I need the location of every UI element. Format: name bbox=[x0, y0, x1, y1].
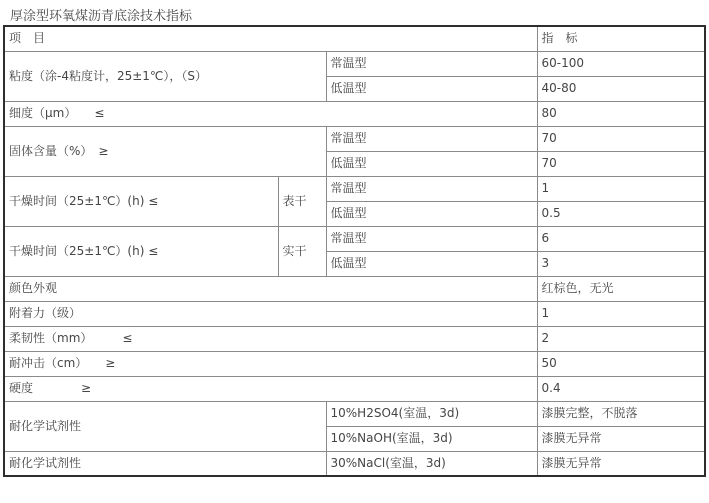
drying-hard-type-cell: 实干 bbox=[278, 226, 326, 276]
page-title: 厚涂型环氧煤沥青底涂技术指标 bbox=[10, 9, 193, 24]
chemical-resistance-2-label-cell: 耐化学试剂性 bbox=[4, 451, 326, 476]
table-row bbox=[4, 176, 705, 201]
table-row bbox=[4, 101, 705, 126]
impact-label-cell: 耐冲击（cm） ≥ bbox=[4, 351, 537, 376]
viscosity-low-value-cell: 40-80 bbox=[537, 76, 705, 101]
table-row bbox=[4, 351, 705, 376]
adhesion-value-cell: 1 bbox=[537, 301, 705, 326]
color-appearance-value-cell: 红棕色，无光 bbox=[537, 276, 705, 301]
table-row bbox=[4, 401, 705, 426]
drying-hard-normal-type-cell: 常温型 bbox=[326, 226, 537, 251]
viscosity-label-cell: 粘度（涂-4粘度计，25±1℃），（S） bbox=[4, 51, 326, 101]
fineness-value-cell: 80 bbox=[537, 101, 705, 126]
table-row bbox=[4, 126, 705, 151]
solid-content-low-type-cell: 低温型 bbox=[326, 151, 537, 176]
drying-hard-low-value-cell: 3 bbox=[537, 251, 705, 276]
drying-hard-normal-value-cell: 6 bbox=[537, 226, 705, 251]
table-row bbox=[4, 51, 705, 76]
drying-surface-low-value-cell: 0.5 bbox=[537, 201, 705, 226]
table-row bbox=[4, 226, 705, 251]
fineness-label-cell: 细度（μm） ≤ bbox=[4, 101, 537, 126]
flexibility-value-cell: 2 bbox=[537, 326, 705, 351]
drying-surface-type-cell: 表干 bbox=[278, 176, 326, 226]
table-row bbox=[4, 451, 705, 476]
hardness-label-cell: 硬度 ≥ bbox=[4, 376, 537, 401]
impact-value-cell: 50 bbox=[537, 351, 705, 376]
chemical-resistance-1-reagent-h2so4-cell: 10%H2SO4(室温，3d) bbox=[326, 401, 537, 426]
chemical-resistance-1-result-h2so4-cell: 漆膜完整，不脱落 bbox=[537, 401, 705, 426]
solid-content-low-value-cell: 70 bbox=[537, 151, 705, 176]
solid-content-normal-value-cell: 70 bbox=[537, 126, 705, 151]
hardness-value-cell: 0.4 bbox=[537, 376, 705, 401]
chemical-resistance-1-result-naoh-cell: 漆膜无异常 bbox=[537, 426, 705, 451]
drying-hard-label-cell: 干燥时间（25±1℃）(h) ≤ bbox=[4, 226, 278, 276]
table-row bbox=[4, 301, 705, 326]
table-row bbox=[4, 26, 705, 51]
solid-content-normal-type-cell: 常温型 bbox=[326, 126, 537, 151]
drying-hard-low-type-cell: 低温型 bbox=[326, 251, 537, 276]
chemical-resistance-1-label-cell: 耐化学试剂性 bbox=[4, 401, 326, 451]
spec-table bbox=[3, 25, 706, 477]
table-row bbox=[4, 326, 705, 351]
drying-surface-normal-type-cell: 常温型 bbox=[326, 176, 537, 201]
color-appearance-label-cell: 颜色外观 bbox=[4, 276, 537, 301]
drying-surface-normal-value-cell: 1 bbox=[537, 176, 705, 201]
adhesion-label-cell: 附着力（级） bbox=[4, 301, 537, 326]
header-item-cell: 项 目 bbox=[4, 26, 537, 51]
chemical-resistance-2-result-nacl-cell: 漆膜无异常 bbox=[537, 451, 705, 476]
drying-surface-low-type-cell: 低温型 bbox=[326, 201, 537, 226]
table-row bbox=[4, 376, 705, 401]
chemical-resistance-2-reagent-nacl-cell: 30%NaCl(室温，3d) bbox=[326, 451, 537, 476]
solid-content-label-cell: 固体含量（%） ≥ bbox=[4, 126, 326, 176]
drying-surface-label-cell: 干燥时间（25±1℃）(h) ≤ bbox=[4, 176, 278, 226]
viscosity-normal-type-cell: 常温型 bbox=[326, 51, 537, 76]
table-row bbox=[4, 276, 705, 301]
chemical-resistance-1-reagent-naoh-cell: 10%NaOH(室温，3d) bbox=[326, 426, 537, 451]
flexibility-label-cell: 柔韧性（mm） ≤ bbox=[4, 326, 537, 351]
viscosity-normal-value-cell: 60-100 bbox=[537, 51, 705, 76]
header-indicator-cell: 指 标 bbox=[537, 26, 705, 51]
viscosity-low-type-cell: 低温型 bbox=[326, 76, 537, 101]
